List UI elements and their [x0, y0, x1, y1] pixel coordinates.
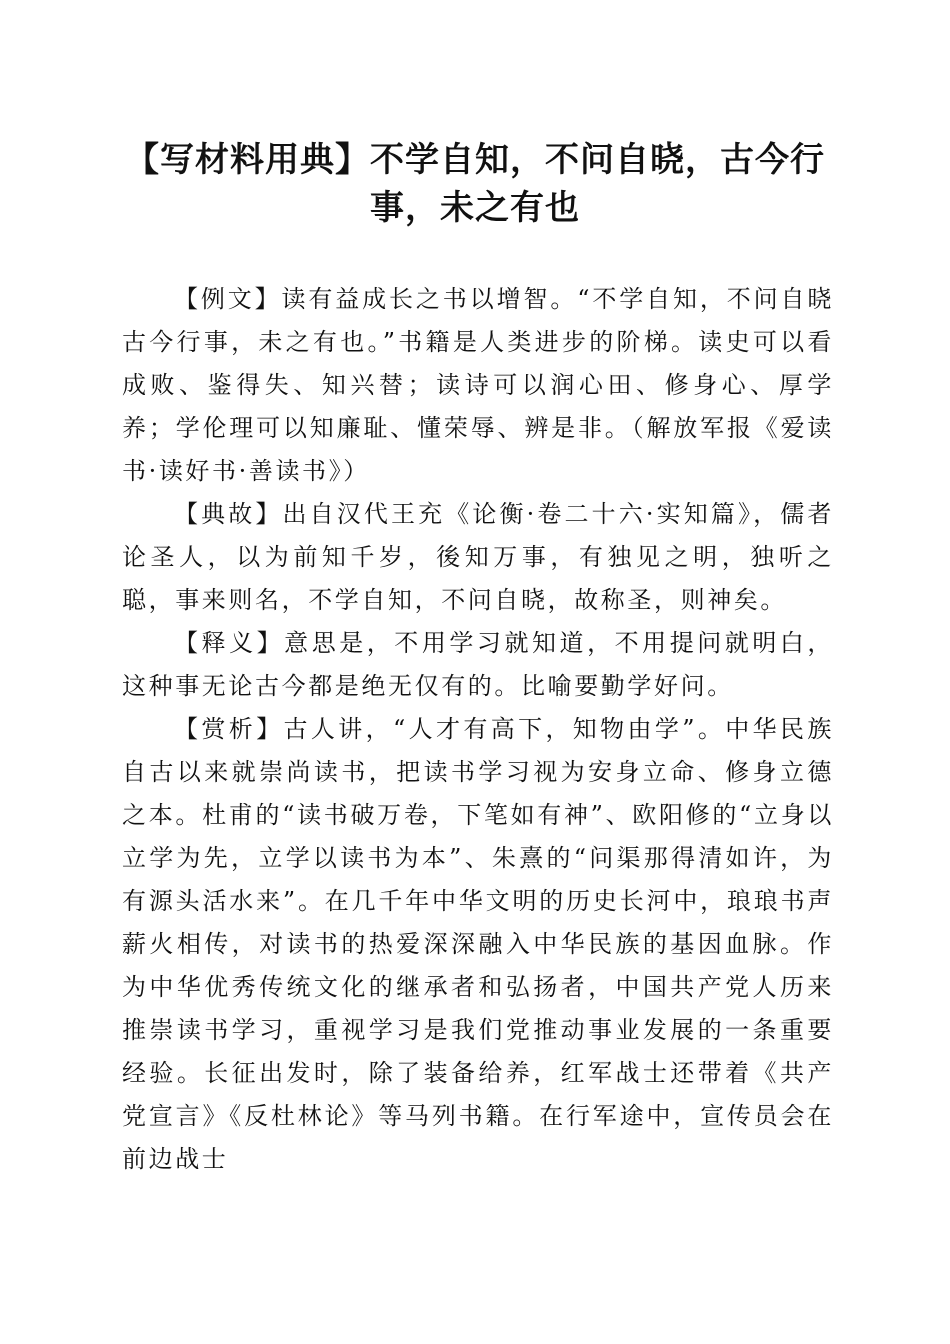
paragraph-text: 出自汉代王充《论衡·卷二十六·实知篇》，儒者论圣人，以为前知千岁，後知万事，有独见之明，独听之聪，事来则名，不学自知，不问自晓，故称圣，则神矣。: [122, 500, 834, 614]
document-title: 【写材料用典】不学自知，不问自晓，古今行事，未之有也: [125, 140, 825, 228]
paragraph-text: 读有益成长之书以增智。“不学自知，不问自晓古今行事，未之有也。”书籍是人类进步的阶梯。读史可以看成败、鉴得失、知兴替；读诗可以润心田、修身心、厚学养；学伦理可以知廉耻、懂荣辱、辨是非。（解放军报《爱读书·读好书·善读书》）: [122, 285, 834, 485]
section-tag: 【赏析】: [174, 715, 284, 743]
paragraph-example: [122, 278, 834, 493]
paragraph-text: 意思是，不用学习就知道，不用提问就明白，这种事无论古今都是绝无仅有的。比喻要勤学好问。: [122, 629, 834, 700]
section-tag: 【例文】: [174, 285, 282, 313]
paragraph-text: 古人讲，“人才有高下，知物由学”。中华民族自古以来就崇尚读书，把读书学习视为安身立命、修身立德之本。杜甫的“读书破万卷，下笔如有神”、欧阳修的“立身以立学为先，立学以读书为本”、朱熹的“问渠那得清如许，为有源头活水来”。在几千年中华文明的历史长河中，琅琅书声薪火相传，对读书的热爱深深融入中华民族的基因血脉。作为中华优秀传统文化的继承者和弘扬者，中国共产党人历来推崇读书学习，重视学习是我们党推动事业发展的一条重要经验。长征出发时，除了装备给养，红军战士还带着《共产党宣言》《反杜林论》等马列书籍。在行军途中，宣传员会在前边战士: [122, 715, 834, 1173]
paragraph-meaning: [122, 622, 834, 708]
paragraph-appreciation: [122, 708, 834, 1181]
paragraph-allusion: [122, 493, 834, 622]
section-tag: 【典故】: [174, 500, 283, 528]
document-body: [122, 278, 834, 1181]
section-tag: 【释义】: [174, 629, 285, 657]
